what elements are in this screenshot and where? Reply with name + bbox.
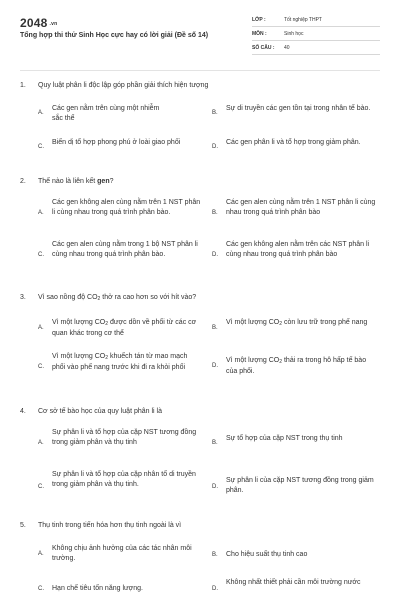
question-number: 4. xyxy=(20,408,26,415)
meta-label: SỐ CÂU : xyxy=(252,45,275,51)
page-header xyxy=(0,0,400,70)
option-letter: D. xyxy=(212,252,218,258)
option-letter: C. xyxy=(38,144,44,150)
question-number: 3. xyxy=(20,294,26,301)
option-text: Vì một lượng $CO_2$ khuếch tán từ mao mạch phổi vào phế nang trước khi đi ra khỏi phổi xyxy=(52,353,188,371)
question-text: Vì sao nồng độ $CO_2$ thở ra cao hơn so với hít vào? xyxy=(38,294,197,302)
option-letter: D. xyxy=(212,363,218,369)
question-2 xyxy=(20,178,380,278)
option-text: Các gen alen cùng nằm trên 1 NST phân li cùng nhau trong quá trình phân bào xyxy=(226,199,376,216)
meta-value: Tốt nghiệp THPT xyxy=(284,17,322,23)
question-number: 5. xyxy=(20,522,26,529)
question-1 xyxy=(20,82,380,162)
option-letter: A. xyxy=(38,551,44,557)
option-text: Các gen không alen nằm trên các NST phân li cùng nhau trong quá trình phân bào xyxy=(226,241,370,258)
site-logo[interactable] xyxy=(20,16,57,30)
logo-number: 2048 xyxy=(20,16,48,30)
option-letter: B. xyxy=(212,325,218,331)
option-letter: B. xyxy=(212,210,218,216)
question-4 xyxy=(20,408,380,508)
question-3 xyxy=(20,294,380,394)
document-title: Tổng hợp thi thử Sinh Học cực hay có lời giải (Đề số 14) xyxy=(20,32,209,39)
option-text: Các gen alen cùng nằm trong 1 bộ NST phân li cùng nhau trong quá trình phân bào. xyxy=(52,241,198,258)
option-text: Hạn chế tiêu tốn năng lượng. xyxy=(52,585,144,592)
option-letter: A. xyxy=(38,110,44,116)
option-letter: D. xyxy=(212,586,218,592)
option-letter: C. xyxy=(38,252,44,258)
question-text: Cơ sở tế bào học của quy luật phân li là xyxy=(38,408,162,415)
option-text: Vì một lượng $CO_2$ được dồn về phổi từ các cơ quan khác trong cơ thể xyxy=(52,319,197,337)
option-letter: D. xyxy=(212,144,218,150)
option-text: Vì một lượng $CO_2$ còn lưu trữ trong phế nang xyxy=(226,319,368,327)
option-text: Không chịu ảnh hưởng của các tác nhân môi trường. xyxy=(52,545,192,562)
question-text: Thụ tinh trong tiến hóa hơn thụ tinh ngoài là vì xyxy=(38,522,182,529)
option-letter: B. xyxy=(212,552,218,558)
question-5 xyxy=(20,522,380,600)
option-letter: A. xyxy=(38,210,44,216)
option-text: Sự phân li và tổ hợp của cặp nhân tố di truyền trong giảm phân và thụ tinh. xyxy=(52,471,196,488)
option-text: Các gen nằm trên cùng một nhiễm sắc thể xyxy=(52,105,160,122)
option-text: Sự phân li và tổ hợp của cặp NST tương đồng trong giảm phân và thụ tinh xyxy=(52,429,197,446)
option-text: Các gen không alen cùng nằm trên 1 NST phân li cùng nhau trong quá trình phân bào. xyxy=(52,199,201,216)
meta-row-count xyxy=(252,42,380,55)
meta-label: MÔN : xyxy=(252,31,267,37)
option-letter: C. xyxy=(38,364,44,370)
option-letter: C. xyxy=(38,484,44,490)
meta-row-class xyxy=(252,14,380,27)
meta-label: LỚP : xyxy=(252,17,266,23)
question-number: 1. xyxy=(20,82,26,89)
logo-suffix: .vn xyxy=(49,21,58,28)
option-text: Vì một lượng $CO_2$ thải ra trong hô hấp tế bào của phổi. xyxy=(226,357,367,375)
option-letter: A. xyxy=(38,440,44,446)
option-text: Sự di truyền các gen tồn tại trong nhân tế bào. xyxy=(226,105,371,112)
option-text: Sự tổ hợp của cặp NST trong thụ tinh xyxy=(226,435,343,442)
meta-row-subject xyxy=(252,28,380,41)
question-text: Thế nào là liên kết gen? xyxy=(38,178,114,185)
option-text: Sự phân li của cặp NST tương đồng trong giảm phân. xyxy=(226,477,374,494)
option-letter: B. xyxy=(212,110,218,116)
meta-value: 40 xyxy=(284,45,290,51)
question-text: Quy luật phân li độc lập góp phần giải thích hiện tượng xyxy=(38,82,209,89)
option-letter: B. xyxy=(212,440,218,446)
option-text: Không nhất thiết phải cần môi trường nước xyxy=(226,579,361,586)
option-text: Các gen phân li và tổ hợp trong giảm phân. xyxy=(226,139,361,146)
option-letter: D. xyxy=(212,484,218,490)
header-divider xyxy=(20,70,380,71)
option-letter: C. xyxy=(38,586,44,592)
meta-value: Sinh học xyxy=(284,31,304,37)
option-text: Cho hiệu suất thụ tinh cao xyxy=(226,551,308,558)
question-number: 2. xyxy=(20,178,26,185)
option-text: Biến dị tổ hợp phong phú ở loài giao phối xyxy=(52,139,181,146)
option-letter: A. xyxy=(38,325,44,331)
